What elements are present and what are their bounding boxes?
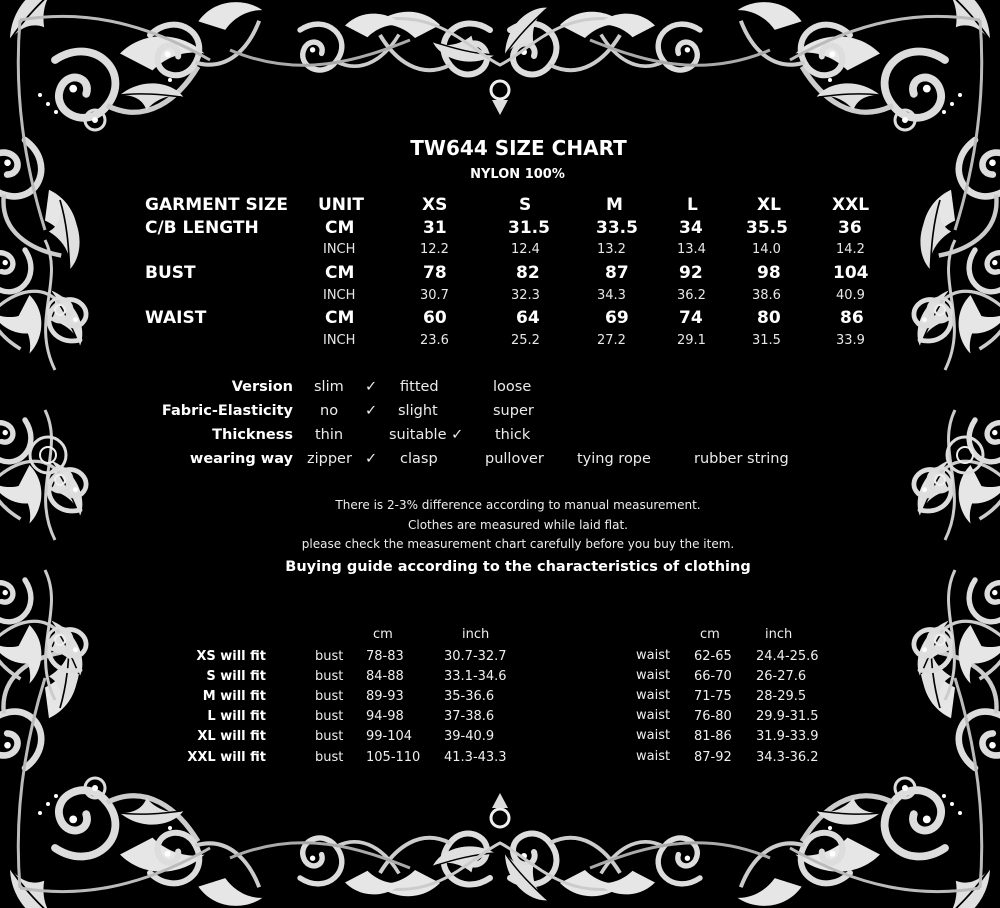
guide-part: bust xyxy=(315,669,344,684)
cell-value: 82 xyxy=(516,263,540,283)
cell-value: 33.9 xyxy=(836,333,865,348)
guide-inch: 31.9-33.9 xyxy=(756,729,819,744)
guide-inch: 35-36.6 xyxy=(444,689,495,704)
unit-inch: INCH xyxy=(323,333,356,348)
guide-cm: 71-75 xyxy=(694,689,732,704)
fit-label: M will fit xyxy=(202,689,266,704)
check-icon: ✓ xyxy=(365,451,378,467)
cell-value: 25.2 xyxy=(511,333,540,348)
header-garment-size: GARMENT SIZE xyxy=(145,195,288,215)
guide-cm: 78-83 xyxy=(366,649,404,664)
fit-label: XXL will fit xyxy=(187,750,266,765)
guide-part: waist xyxy=(636,648,671,663)
guide-part: waist xyxy=(636,688,671,703)
buying-guide-title: Buying guide according to the characteristics of clothing xyxy=(285,559,751,575)
guide-part: waist xyxy=(636,668,671,683)
feature-option: thin xyxy=(315,427,344,443)
cell-value: 36.2 xyxy=(677,288,706,303)
fit-label: L will fit xyxy=(207,709,266,724)
cell-value: 60 xyxy=(423,308,447,328)
cell-value: 32.3 xyxy=(511,288,540,303)
cell-value: 78 xyxy=(423,263,447,283)
guide-part: bust xyxy=(315,729,344,744)
header-unit: UNIT xyxy=(318,195,364,215)
cell-value: 104 xyxy=(833,263,869,283)
cell-value: 98 xyxy=(757,263,781,283)
guide-inch: 28-29.5 xyxy=(756,689,807,704)
feature-option: suitable ✓ xyxy=(389,427,464,443)
row-label-waist: WAIST xyxy=(145,308,207,328)
cell-value: 12.4 xyxy=(511,242,540,257)
measurement-note: please check the measurement chart carefully before you buy the item. xyxy=(301,537,735,551)
cell-value: 31.5 xyxy=(508,218,550,238)
cell-value: 14.2 xyxy=(836,242,865,257)
guide-part: bust xyxy=(315,750,344,765)
guide-cm: 81-86 xyxy=(694,729,732,744)
fabric-subtitle: NYLON 100% xyxy=(470,167,565,182)
cell-value: 23.6 xyxy=(420,333,449,348)
guide-inch: 29.9-31.5 xyxy=(756,709,819,724)
feature-option: clasp xyxy=(400,451,438,467)
bust-guide-cm-header: cm xyxy=(373,627,393,642)
cell-value: 31.5 xyxy=(752,333,781,348)
measurement-note: Clothes are measured while laid flat. xyxy=(408,518,628,532)
guide-inch: 41.3-43.3 xyxy=(444,750,507,765)
cell-value: 34.3 xyxy=(597,288,626,303)
unit-inch: INCH xyxy=(323,242,356,257)
cell-value: 74 xyxy=(679,308,703,328)
guide-inch: 37-38.6 xyxy=(444,709,495,724)
feature-label-fabric-elasticity: Fabric-Elasticity xyxy=(161,403,293,419)
header-size-xxl: XXL xyxy=(832,195,870,215)
cell-value: 38.6 xyxy=(752,288,781,303)
unit-cm: CM xyxy=(325,218,355,238)
feature-option: tying rope xyxy=(577,451,651,467)
feature-option: fitted xyxy=(400,379,439,395)
header-size-l: L xyxy=(687,195,698,215)
cell-value: 92 xyxy=(679,263,703,283)
header-size-s: S xyxy=(519,195,532,215)
feature-option: rubber string xyxy=(694,451,789,467)
feature-option: super xyxy=(493,403,534,419)
cell-value: 13.2 xyxy=(597,242,626,257)
feature-label-version: Version xyxy=(231,379,293,395)
guide-part: waist xyxy=(636,728,671,743)
cell-value: 33.5 xyxy=(596,218,638,238)
guide-cm: 105-110 xyxy=(366,750,421,765)
cell-value: 40.9 xyxy=(836,288,865,303)
guide-cm: 62-65 xyxy=(694,649,732,664)
guide-inch: 33.1-34.6 xyxy=(444,669,507,684)
feature-option: loose xyxy=(493,379,532,395)
header-size-m: M xyxy=(606,195,623,215)
guide-inch: 30.7-32.7 xyxy=(444,649,507,664)
guide-part: bust xyxy=(315,689,344,704)
guide-part: bust xyxy=(315,709,344,724)
cell-value: 86 xyxy=(840,308,864,328)
guide-inch: 26-27.6 xyxy=(756,669,807,684)
cell-value: 14.0 xyxy=(752,242,781,257)
guide-cm: 76-80 xyxy=(694,709,732,724)
feature-option: zipper xyxy=(307,451,352,467)
unit-cm: CM xyxy=(325,308,355,328)
feature-label-thickness: Thickness xyxy=(212,427,293,443)
cell-value: 36 xyxy=(838,218,862,238)
guide-inch: 34.3-36.2 xyxy=(756,750,819,765)
fit-label: XS will fit xyxy=(196,649,266,664)
guide-inch: 39-40.9 xyxy=(444,729,495,744)
cell-value: 80 xyxy=(757,308,781,328)
unit-cm: CM xyxy=(325,263,355,283)
waist-guide-inch-header: inch xyxy=(765,627,793,642)
feature-option: thick xyxy=(495,427,531,443)
cell-value: 31 xyxy=(423,218,447,238)
row-label-cb-length: C/B LENGTH xyxy=(145,218,259,238)
fit-label: S will fit xyxy=(206,669,266,684)
cell-value: 69 xyxy=(605,308,629,328)
cell-value: 30.7 xyxy=(420,288,449,303)
fit-label: XL will fit xyxy=(197,729,266,744)
cell-value: 35.5 xyxy=(746,218,788,238)
cell-value: 64 xyxy=(516,308,540,328)
guide-cm: 84-88 xyxy=(366,669,404,684)
cell-value: 12.2 xyxy=(420,242,449,257)
guide-cm: 66-70 xyxy=(694,669,732,684)
guide-part: bust xyxy=(315,649,344,664)
guide-cm: 94-98 xyxy=(366,709,404,724)
chart-title: TW644 SIZE CHART xyxy=(410,136,627,160)
feature-option: slight xyxy=(398,403,438,419)
guide-part: waist xyxy=(636,749,671,764)
feature-option: slim xyxy=(314,379,344,395)
check-icon: ✓ xyxy=(365,403,378,419)
measurement-note: There is 2-3% difference according to manual measurement. xyxy=(335,498,701,512)
cell-value: 29.1 xyxy=(677,333,706,348)
unit-inch: INCH xyxy=(323,288,356,303)
guide-cm: 89-93 xyxy=(366,689,404,704)
cell-value: 27.2 xyxy=(597,333,626,348)
header-size-xl: XL xyxy=(757,195,781,215)
guide-cm: 99-104 xyxy=(366,729,413,744)
bust-guide-inch-header: inch xyxy=(462,627,490,642)
waist-guide-cm-header: cm xyxy=(700,627,720,642)
feature-option: pullover xyxy=(485,451,544,467)
guide-inch: 24.4-25.6 xyxy=(756,649,819,664)
header-size-xs: XS xyxy=(422,195,448,215)
guide-cm: 87-92 xyxy=(694,750,732,765)
cell-value: 34 xyxy=(679,218,703,238)
cell-value: 87 xyxy=(605,263,629,283)
feature-label-wearing-way: wearing way xyxy=(189,451,293,467)
cell-value: 13.4 xyxy=(677,242,706,257)
guide-part: waist xyxy=(636,708,671,723)
feature-option: no xyxy=(320,403,339,419)
row-label-bust: BUST xyxy=(145,263,196,283)
check-icon: ✓ xyxy=(365,379,378,395)
